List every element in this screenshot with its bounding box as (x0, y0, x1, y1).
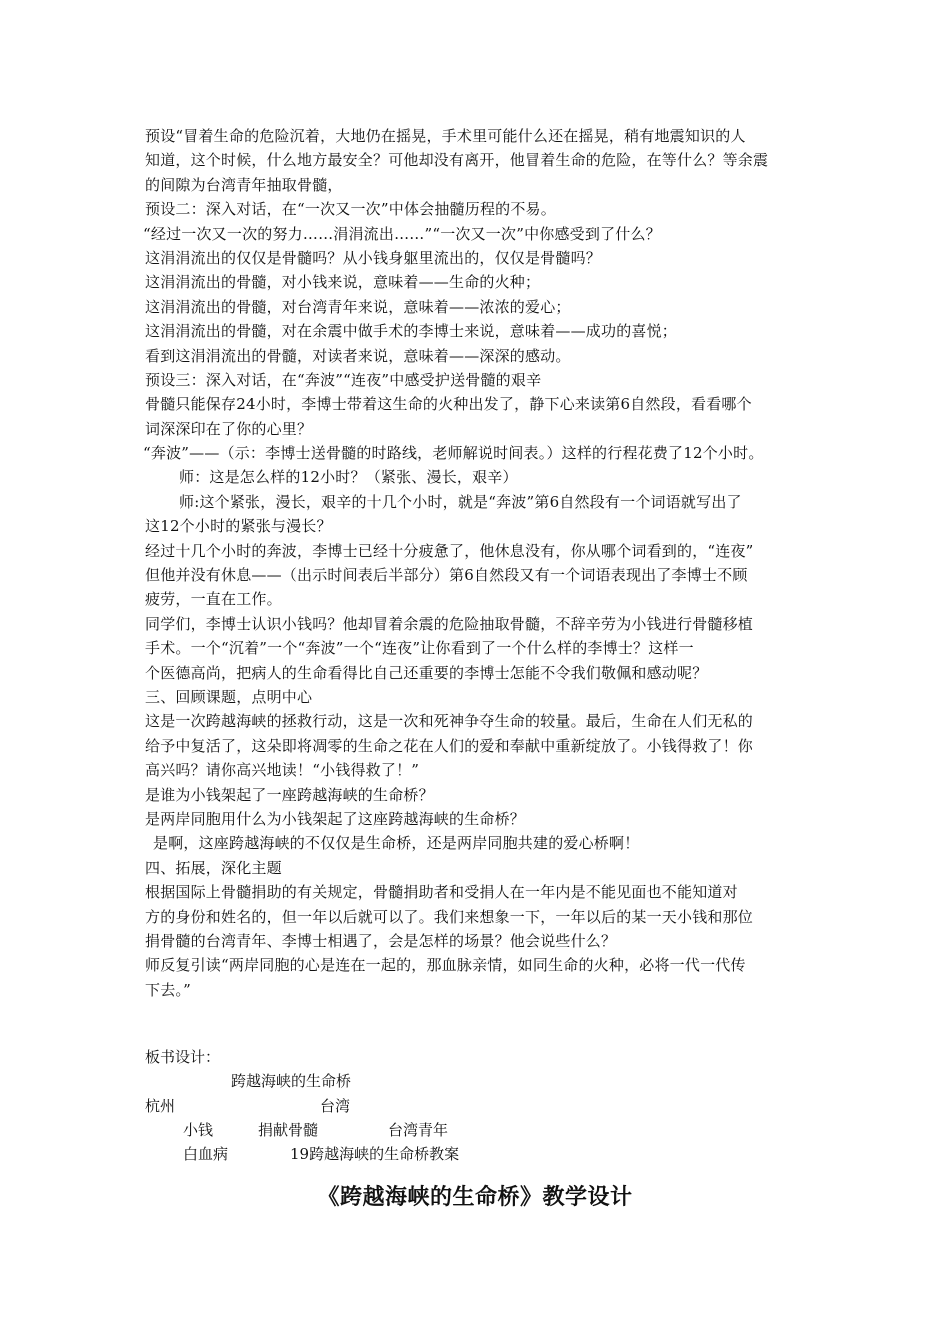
section-heading: 四、拓展，深化主题 (145, 858, 282, 877)
board-people-row (145, 1118, 665, 1142)
board-bottom-caption: 19跨越海峡的生命桥教案 (290, 1145, 460, 1164)
section-heading: 预设三：深入对话，在“奔波”“连夜”中感受护送骨髓的艰辛 (145, 370, 542, 389)
board-right-place: 台湾 (320, 1096, 351, 1115)
board-title-row (145, 1069, 665, 1093)
text-line: 是啊，这座跨越海峡的不仅仅是生命桥，还是两岸同胞共建的爱心桥啊！ (153, 834, 640, 853)
text-line: 手术。一个“沉着”一个“奔波”一个“连夜”让你看到了一个什么样的李博士？这样一 (145, 639, 694, 658)
text-line: 预设“冒着生命的危险沉着，大地仍在摇晃，手术里可能什么还在摇晃，稍有地震知识的人 (145, 127, 746, 145)
board-left-condition: 白血病 (183, 1145, 229, 1164)
text-line: 经过十几个小时的奔波，李博士已经十分疲惫了，他休息没有，你从哪个词看到的，“连夜” (145, 541, 754, 560)
text-line: 骨髓只能保存24小时，李博士带着这生命的火种出发了，静下心来读第6自然段，看看哪个 (145, 395, 752, 414)
text-line: 给予中复活了，这朵即将凋零的生命之花在人们的爱和奉献中重新绽放了。小钱得救了！你 (145, 736, 754, 755)
text-line: 下去。” (145, 980, 191, 999)
text-line: 方的身份和姓名的，但一年以后就可以了。我们来想象一下，一年以后的某一天小钱和那位 (145, 907, 754, 926)
text-line: 这是一次跨越海峡的拯救行动，这是一次和死神争夺生命的较量。最后，生命在人们无私的 (145, 712, 754, 731)
text-line: 知道，这个时候，什么地方最安全？可他却没有离开，他冒着生命的危险，在等什么？等余震 (145, 151, 769, 170)
board-right-person: 台湾青年 (388, 1120, 449, 1139)
text-line: 词深深印在了你的心里？ (145, 419, 313, 438)
text-line: 但他并没有休息——（出示时间表后半部分）第6自然段又有一个词语表现出了李博士不顾 (145, 566, 748, 585)
text-line: 疲劳，一直在工作。 (145, 590, 282, 609)
text-line: 这涓涓流出的仅仅是骨髓吗？从小钱身躯里流出的，仅仅是骨髓吗？ (145, 248, 602, 267)
section-heading: 预设二：深入对话，在“一次又一次”中体会抽髓历程的不易。 (145, 200, 556, 219)
text-line: 这涓涓流出的骨髓，对小钱来说，意味着——生命的火种； (145, 273, 541, 292)
board-left-person: 小钱 (183, 1120, 214, 1139)
board-bottom-row (145, 1142, 665, 1166)
text-line: 这涓涓流出的骨髓，对台湾青年来说，意味着——浓浓的爱心； (145, 297, 571, 316)
text-line: 师反复引读“两岸同胞的心是连在一起的，那血脉亲情，如同生命的火种，必将一代一代传 (145, 956, 746, 975)
text-line: 师：这是怎么样的12小时？（紧张、漫长，艰辛） (179, 468, 518, 487)
board-heading-row (145, 1045, 665, 1069)
text-line: 是谁为小钱架起了一座跨越海峡的生命桥？ (145, 785, 434, 804)
text-line: 高兴吗？请你高兴地读！“小钱得救了！” (145, 761, 420, 780)
text-line: “经过一次又一次的努力……涓涓流出……”“一次又一次”中你感受到了什么？ (143, 224, 661, 243)
board-middle-action: 捐献骨髓 (258, 1120, 319, 1139)
board-places-row (145, 1094, 665, 1118)
text-line: 根据国际上骨髓捐助的有关规定，骨髓捐助者和受捐人在一年内是不能见面也不能知道对 (145, 883, 738, 902)
text-line: 看到这涓涓流出的骨髓，对读者来说，意味着——深深的感动。 (145, 346, 571, 365)
text-line: “奔波”——（示：李博士送骨髓的时路线，老师解说时间表。）这样的行程花费了12个小时。 (143, 444, 764, 463)
text-line: 同学们，李博士认识小钱吗？他却冒着余震的危险抽取骨髓，不辞辛劳为小钱进行骨髓移植 (145, 614, 754, 633)
text-line: 是两岸同胞用什么为小钱架起了这座跨越海峡的生命桥？ (145, 809, 526, 828)
text-line: 的间隙为台湾青年抽取骨髓， (145, 175, 343, 194)
text-line: 师:这个紧张，漫长，艰辛的十几个小时，就是“奔波”第6自然段有一个词语就写出了 (179, 492, 742, 511)
board-title: 跨越海峡的生命桥 (231, 1072, 352, 1091)
board-left-place: 杭州 (145, 1096, 176, 1115)
text-line: 这涓涓流出的骨髓，对在余震中做手术的李博士来说，意味着——成功的喜悦； (145, 322, 678, 341)
text-line: 这12个小时的紧张与漫长？ (145, 517, 332, 536)
board-heading: 板书设计： (145, 1048, 221, 1066)
text-line: 捐骨髓的台湾青年、李博士相遇了，会是怎样的场景？他会说些什么？ (145, 931, 617, 950)
document-title: 《跨越海峡的生命桥》教学设计 (317, 1185, 633, 1210)
blackboard-design (145, 1045, 665, 1166)
text-line: 个医德高尚，把病人的生命看得比自己还重要的李博士怎能不令我们敬佩和感动呢？ (145, 663, 708, 682)
section-heading: 三、回顾课题，点明中心 (145, 687, 313, 706)
lesson-body (145, 124, 815, 1002)
